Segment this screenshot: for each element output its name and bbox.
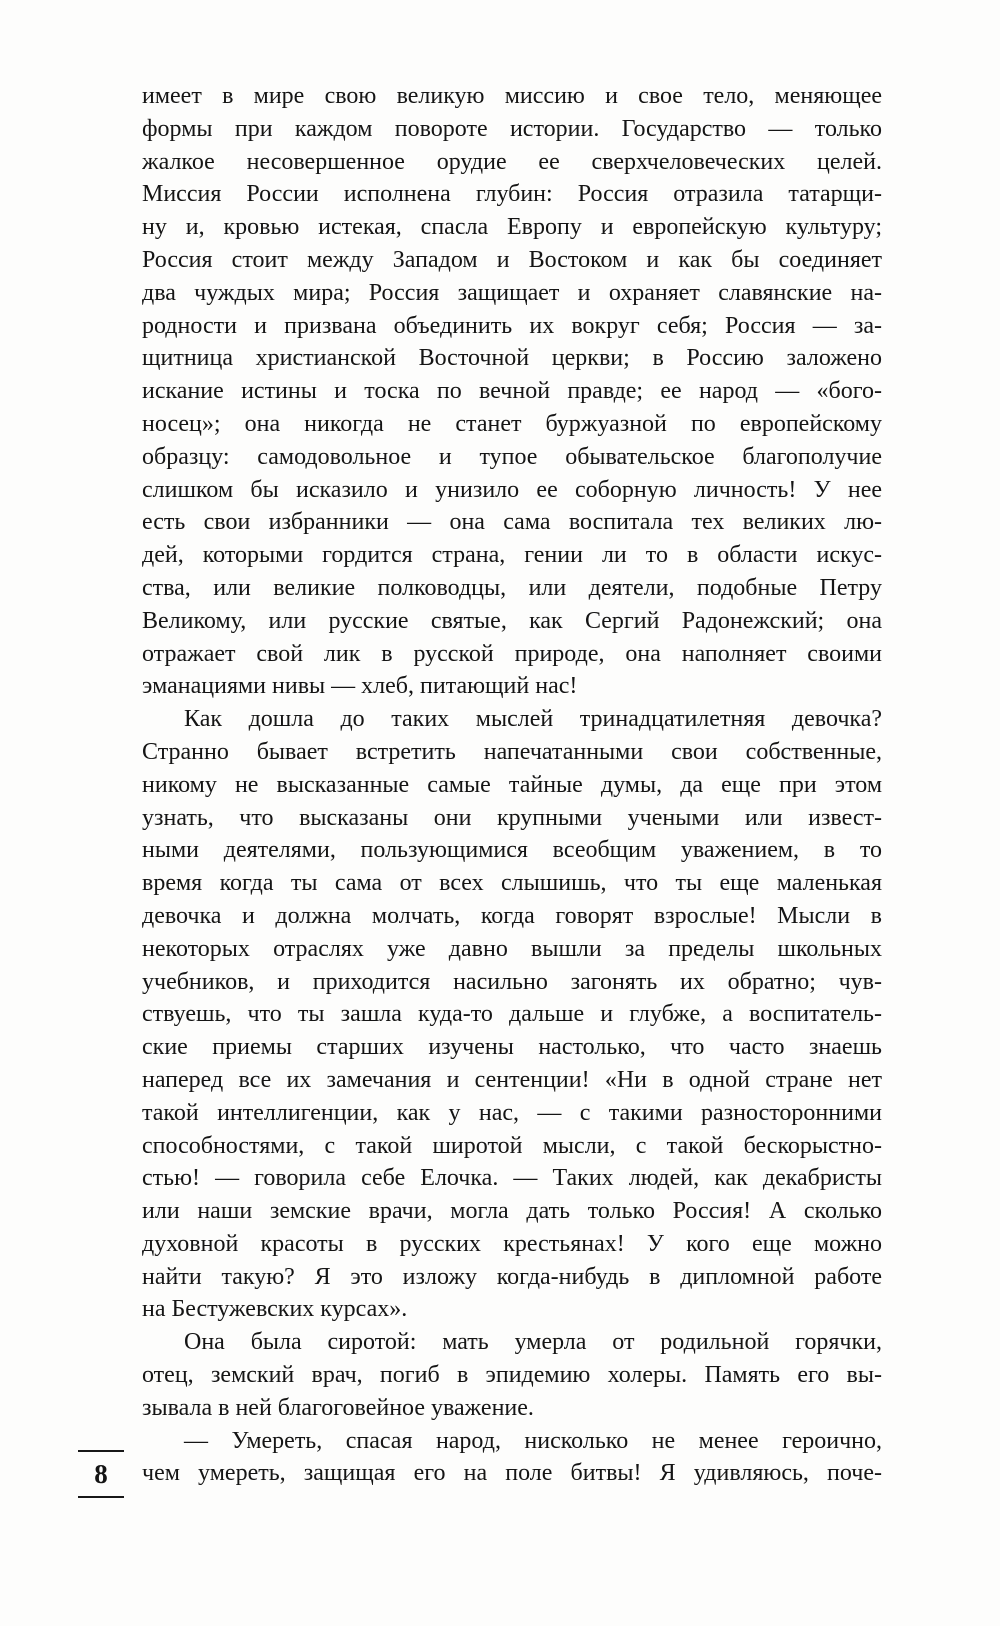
text-line: духовной красоты в русских крестьянах! У кого еще можно (142, 1230, 882, 1257)
text-line: имеет в мире свою великую миссию и свое тело, меняющее (142, 83, 882, 109)
text-line: найти такую? Я это изложу когда-нибудь в дипломной работе (142, 1263, 882, 1290)
text-line: щитница христианской Восточной церкви; в Россию заложено (142, 345, 882, 372)
text-line: Странно бывает встретить напечатанными свои собственные, (142, 738, 882, 765)
text-line: наперед все их замечания и сентенции! «Ни в одной стране нет (142, 1066, 882, 1093)
page-number-rule-bottom (78, 1496, 124, 1498)
text-line: ские приемы старших изучены настолько, что часто знаешь (142, 1034, 882, 1061)
text-line: отражает свой лик в русской природе, она наполняет своими (142, 640, 882, 667)
text-line: никому не высказанные самые тайные думы, да еще при этом (142, 771, 882, 798)
text-line: — Умереть, спасая народ, нисколько не менее героично, (184, 1427, 882, 1454)
text-line: девочка и должна молчать, когда говорят взрослые! Мысли в (142, 902, 882, 929)
text-line: ными деятелями, пользующимися всеобщим уважением, в то (142, 837, 882, 864)
page-text (142, 80, 882, 1490)
text-line: ства, или великие полководцы, или деятели, подобные Петру (142, 574, 882, 601)
text-line: формы при каждом повороте истории. Государство — только (142, 115, 882, 142)
paragraph (142, 80, 882, 703)
text-line: слишком бы исказило и унизило ее соборную личность! У нее (142, 476, 882, 503)
page-number: 8 (94, 1459, 108, 1489)
text-line: Россия стоит между Западом и Востоком и как бы соединяет (142, 246, 882, 273)
text-line: жалкое несовершенное орудие ее сверхчеловеческих целей. (142, 148, 882, 175)
text-line: ствуешь, что ты зашла куда-то дальше и глубже, а воспитатель- (142, 1001, 882, 1028)
text-line: чем умереть, защищая его на поле битвы! Я удивляюсь, поче- (142, 1460, 882, 1487)
text-line: узнать, что высказаны они крупными учеными или извест- (142, 804, 882, 831)
text-line: стью! — говорила себе Елочка. — Таких людей, как декабристы (142, 1165, 882, 1192)
text-line: некоторых отраслях уже давно вышли за пределы школьных (142, 935, 882, 962)
paragraph (142, 1326, 882, 1424)
text-line: искание истины и тоска по вечной правде; ее народ — «бого- (142, 378, 882, 405)
text-line: Великому, или русские святые, как Сергий Радонежский; она (142, 607, 882, 634)
paragraph (142, 1425, 882, 1491)
text-line: на Бестужевских курсах». (142, 1296, 408, 1323)
text-line: такой интеллигенции, как у нас, — с такими разносторонними (142, 1099, 882, 1126)
text-line: родности и призвана объединить их вокруг себя; Россия — за- (142, 312, 882, 339)
text-line: есть свои избранники — она сама воспитала тех великих лю- (142, 509, 882, 536)
text-line: зывала в ней благоговейное уважение. (142, 1394, 534, 1421)
text-line: ну и, кровью истекая, спасла Европу и европейскую культуру; (142, 214, 882, 241)
text-line: дей, которыми гордится страна, гении ли то в области искус- (142, 542, 882, 569)
page-number-block (78, 1450, 124, 1498)
text-line: учебников, и приходится насильно загонять их обратно; чув- (142, 968, 882, 995)
text-line: способностями, с такой широтой мысли, с такой бескорыстно- (142, 1132, 882, 1159)
text-line: Она была сиротой: мать умерла от родильной горячки, (184, 1329, 882, 1356)
text-line: Как дошла до таких мыслей тринадцатилетняя девочка? (184, 706, 882, 733)
paragraph (142, 703, 882, 1326)
text-line: или наши земские врачи, могла дать только Россия! А сколько (142, 1198, 882, 1225)
text-line: отец, земский врач, погиб в эпидемию холеры. Память его вы- (142, 1362, 882, 1389)
text-line: Миссия России исполнена глубин: Россия отразила татарщи- (142, 181, 882, 208)
text-line: время когда ты сама от всех слышишь, что ты еще маленькая (142, 870, 882, 897)
text-line: два чуждых мира; Россия защищает и охраняет славянские на- (142, 279, 882, 306)
text-line: носец»; она никогда не станет буржуазной по европейскому (142, 410, 882, 437)
text-line: образцу: самодовольное и тупое обывательское благополучие (142, 443, 882, 470)
text-line: эманациями нивы — хлеб, питающий нас! (142, 673, 578, 700)
